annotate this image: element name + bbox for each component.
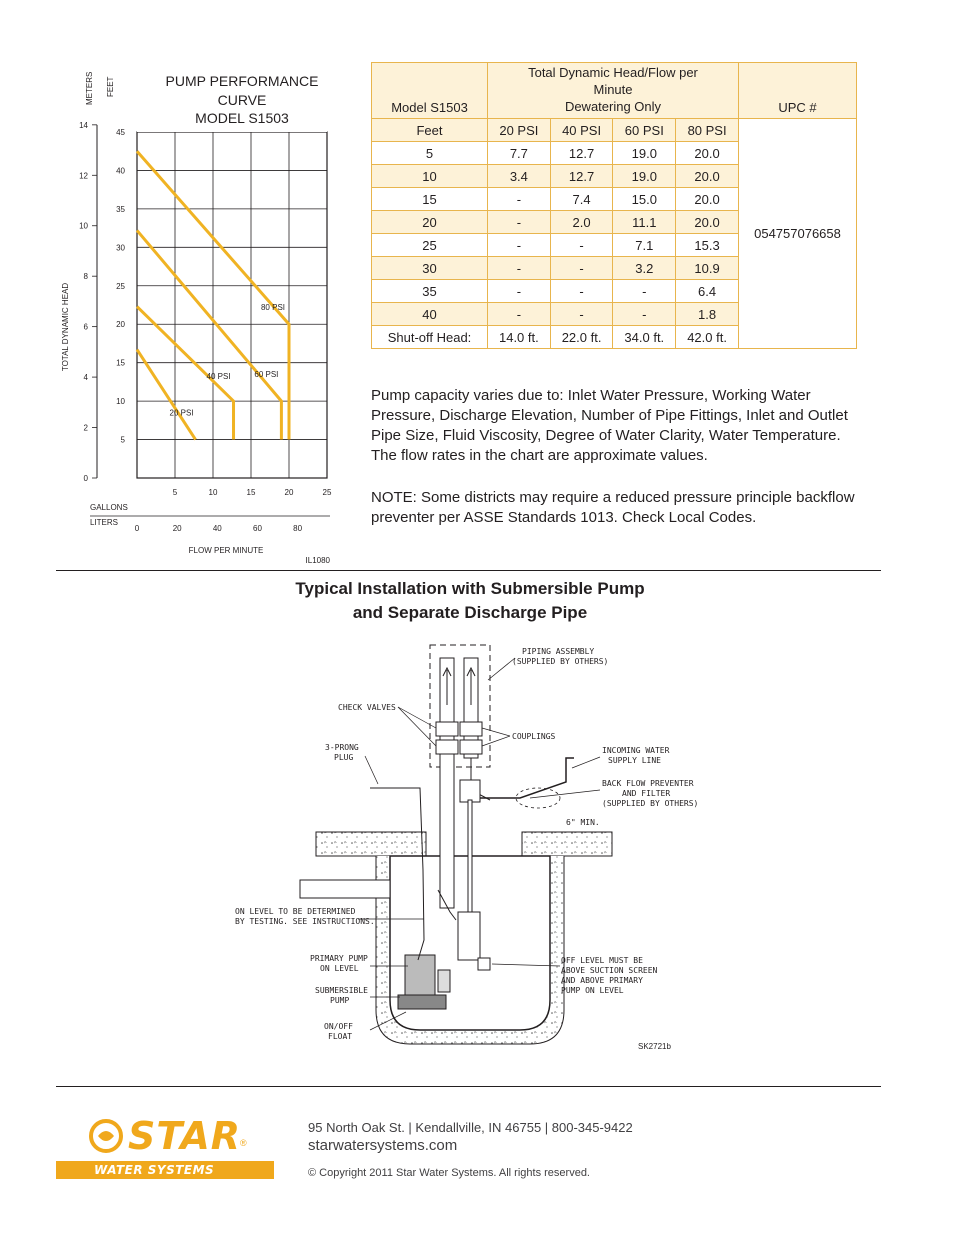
table-cell: 3.4 <box>488 165 551 188</box>
label-check-valves: CHECK VALVES <box>338 703 396 712</box>
label-backflow-1: BACK FLOW PREVENTER <box>602 779 694 788</box>
y-meters-tick-label: 8 <box>83 272 88 282</box>
pump-performance-chart <box>55 55 345 570</box>
chart-title-line-2: CURVE <box>217 92 267 108</box>
figure-code: IL1080 <box>305 556 330 565</box>
x-axis-label: FLOW PER MINUTE <box>188 546 264 555</box>
backflow-note: NOTE: Some districts may require a reduced pressure principle backflow preventer per ASSE Standards 1013. Check Local Codes. <box>371 489 855 526</box>
x-gallons-tick-label: 15 <box>246 488 256 497</box>
floor-slab <box>316 832 612 856</box>
upc-cell: 054757076658 <box>739 119 857 349</box>
x-gallons-tick-label: 10 <box>208 488 218 497</box>
star-logo <box>56 1112 274 1180</box>
x-gallons-label: GALLONS <box>90 503 128 512</box>
table-column-header-row <box>372 119 857 142</box>
y-meters-tick-label: 4 <box>83 373 88 383</box>
table-cell: - <box>550 303 613 326</box>
y-meters-tick-label: 14 <box>79 120 88 130</box>
label-six-min: 6" MIN. <box>566 818 600 827</box>
table-cell: 20.0 <box>676 211 739 234</box>
label-off-level-4: PUMP ON LEVEL <box>561 986 624 995</box>
label-plug-1: 3-PRONG <box>325 743 359 752</box>
column-header: 40 PSI <box>550 119 613 142</box>
label-incoming-1: INCOMING WATER <box>602 746 670 755</box>
label-incoming-2: SUPPLY LINE <box>608 756 661 765</box>
series-label: 80 PSI <box>260 303 285 313</box>
row-label-cell: 10 <box>372 165 488 188</box>
y-feet-tick-label: 5 <box>120 435 125 445</box>
y-meters-tick-label: 12 <box>79 171 88 181</box>
label-primary-on-2: ON LEVEL <box>320 964 359 973</box>
label-float-2: FLOAT <box>328 1032 353 1041</box>
upc-header: UPC # <box>739 63 857 119</box>
table-cell: - <box>488 188 551 211</box>
y-meters-tick-label: 10 <box>79 221 88 231</box>
table-cell: 3.2 <box>613 257 676 280</box>
row-label-cell: 20 <box>372 211 488 234</box>
table-cell: - <box>488 211 551 234</box>
label-submersible-1: SUBMERSIBLE <box>315 986 368 995</box>
table-cell: 11.1 <box>613 211 676 234</box>
x-gallons-tick-label: 5 <box>172 488 178 497</box>
brand-wordmark: STAR <box>128 1114 242 1158</box>
label-piping-assembly-2: (SUPPLIED BY OTHERS) <box>512 657 609 666</box>
y-feet-tick-label: 10 <box>116 397 125 407</box>
label-on-level-2: BY TESTING. SEE INSTRUCTIONS. <box>235 917 375 926</box>
table-cell: 20.0 <box>676 188 739 211</box>
group-header-line-3: Dewatering Only <box>564 99 662 114</box>
table-cell: 20.0 <box>676 142 739 165</box>
table-cell: - <box>613 280 676 303</box>
x-liters-tick-label: 0 <box>134 524 140 533</box>
table-cell: 12.7 <box>550 165 613 188</box>
series-label: 40 PSI <box>206 372 231 382</box>
label-plug-2: PLUG <box>334 753 354 762</box>
table-cell: - <box>550 257 613 280</box>
x-gallons-tick-label: 25 <box>322 488 332 497</box>
label-off-level-3: AND ABOVE PRIMARY <box>561 976 643 985</box>
table-cell: 7.7 <box>488 142 551 165</box>
table-cell: - <box>488 257 551 280</box>
chart-title-line-3: MODEL S1503 <box>195 110 289 126</box>
column-header: 20 PSI <box>488 119 551 142</box>
y-meters-label: METERS <box>85 71 94 105</box>
bottom-divider <box>56 1086 881 1087</box>
table-cell: 10.9 <box>676 257 739 280</box>
table-cell: - <box>613 303 676 326</box>
table-cell: 6.4 <box>676 280 739 303</box>
footer-address: 95 North Oak St. | Kendallville, IN 46755 | 800-345-9422 <box>308 1120 633 1135</box>
table-cell: - <box>488 303 551 326</box>
column-header: 60 PSI <box>613 119 676 142</box>
row-label-cell: 40 <box>372 303 488 326</box>
table-cell: 15.3 <box>676 234 739 257</box>
table-cell: - <box>550 234 613 257</box>
y-feet-tick-label: 45 <box>116 128 125 137</box>
y-feet-tick-label: 25 <box>116 281 125 291</box>
section-title <box>200 577 740 625</box>
table-cell: - <box>488 280 551 303</box>
row-label-cell: 35 <box>372 280 488 303</box>
inlet-pipe <box>300 880 390 898</box>
table-cell: 12.7 <box>550 142 613 165</box>
table-cell: - <box>550 280 613 303</box>
chart-grid <box>92 125 327 478</box>
footer-website[interactable]: starwatersystems.com <box>308 1137 458 1154</box>
group-header <box>488 63 739 119</box>
table-body <box>372 119 857 349</box>
label-primary-on-1: PRIMARY PUMP <box>310 954 368 963</box>
x-gallons-tick-label: 20 <box>284 488 294 497</box>
row-label-cell: 15 <box>372 188 488 211</box>
table-cell: 2.0 <box>550 211 613 234</box>
supply-line <box>480 758 574 798</box>
table-cell: - <box>488 234 551 257</box>
group-header-line-1: Total Dynamic Head/Flow per <box>528 65 698 80</box>
table-cell: 1.8 <box>676 303 739 326</box>
label-float-1: ON/OFF <box>324 1022 353 1031</box>
column-header: Feet <box>372 119 488 142</box>
y-meters-tick-label: 2 <box>83 423 88 433</box>
chart-title-line-1: PUMP PERFORMANCE <box>165 73 319 89</box>
row-label-cell: 30 <box>372 257 488 280</box>
row-label-cell: 25 <box>372 234 488 257</box>
label-off-level-2: ABOVE SUCTION SCREEN <box>561 966 658 975</box>
row-label-cell: 5 <box>372 142 488 165</box>
x-liters-tick-label: 60 <box>253 524 262 533</box>
x-liters-tick-label: 40 <box>212 524 222 533</box>
registered-mark: ® <box>240 1138 247 1148</box>
footer-copyright: © Copyright 2011 Star Water Systems. All rights reserved. <box>308 1167 590 1179</box>
table-cell: 42.0 ft. <box>676 326 739 349</box>
table-cell: 19.0 <box>613 142 676 165</box>
brand-subtitle: WATER SYSTEMS <box>94 1163 215 1177</box>
y-feet-tick-label: 40 <box>116 166 125 176</box>
section-title-line-1: Typical Installation with Submersible Pump <box>295 579 645 598</box>
label-backflow-2: AND FILTER <box>622 789 671 798</box>
label-off-level-1: OFF LEVEL MUST BE <box>561 956 643 965</box>
y-feet-tick-label: 20 <box>116 320 125 330</box>
label-on-level-1: ON LEVEL TO BE DETERMINED <box>235 907 356 916</box>
label-diagram-code: SK2721b <box>638 1042 671 1051</box>
series-label: 20 PSI <box>169 408 194 418</box>
column-header: 80 PSI <box>676 119 739 142</box>
label-submersible-2: PUMP <box>330 996 350 1005</box>
performance-table <box>371 62 857 349</box>
table-cell: 15.0 <box>613 188 676 211</box>
top-divider <box>56 570 881 571</box>
group-header-line-2: Minute <box>593 82 633 97</box>
y-meters-tick-label: 6 <box>83 322 88 332</box>
table-cell: 7.4 <box>550 188 613 211</box>
x-liters-label: LITERS <box>90 518 119 527</box>
y-meters-tick-label: 0 <box>83 474 88 483</box>
x-liters-tick-label: 80 <box>293 524 303 533</box>
table-cell: 22.0 ft. <box>550 326 613 349</box>
table-cell: 14.0 ft. <box>488 326 551 349</box>
installation-diagram <box>230 640 710 1060</box>
row-label-cell: Shut-off Head: <box>372 326 488 349</box>
table-cell: 34.0 ft. <box>613 326 676 349</box>
y-feet-tick-label: 35 <box>116 204 125 214</box>
series-label: 60 PSI <box>254 370 279 380</box>
label-backflow-3: (SUPPLIED BY OTHERS) <box>602 799 699 808</box>
y-feet-tick-label: 30 <box>116 243 125 253</box>
table-cell: 7.1 <box>613 234 676 257</box>
star-swirl-icon <box>86 1116 126 1156</box>
y-axis-label: TOTAL DYNAMIC HEAD <box>61 282 70 372</box>
model-header: Model S1503 <box>372 63 488 119</box>
table-cell: 19.0 <box>613 165 676 188</box>
capacity-note: Pump capacity varies due to: Inlet Water Pressure, Working Water Pressure, Discharge Elevation, Number of Pipe Fittings, Inlet and Outlet Pipe Size, Fluid Viscosity, Degree of Water Clarity, Water Temperature. The flow rates in the chart are approximate values. <box>371 387 848 464</box>
table-cell: 20.0 <box>676 165 739 188</box>
section-title-line-2: and Separate Discharge Pipe <box>352 603 588 622</box>
x-liters-tick-label: 20 <box>172 524 182 533</box>
y-feet-tick-label: 15 <box>116 358 125 368</box>
label-piping-assembly-1: PIPING ASSEMBLY <box>522 647 595 656</box>
label-couplings: COUPLINGS <box>512 732 556 741</box>
y-feet-label: FEET <box>106 76 115 97</box>
